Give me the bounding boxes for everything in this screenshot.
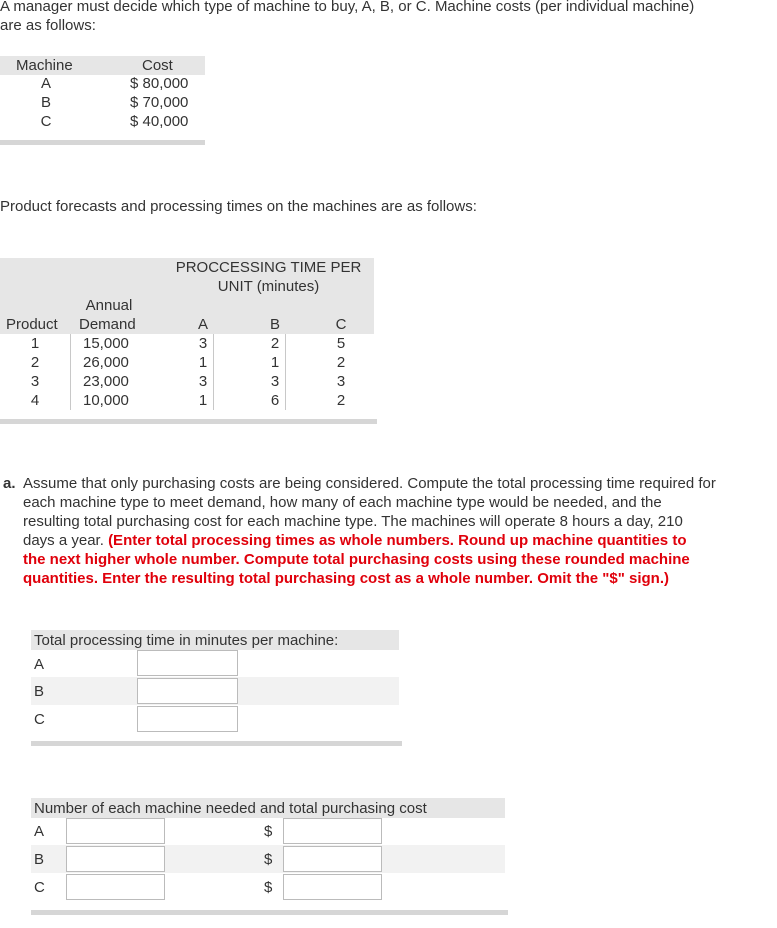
question-line-2: each machine type to meet demand, how many of each machine type would be needed, and the [23,494,662,511]
forecast-row-product: 4 [30,392,40,409]
header-demand: Demand [79,316,136,333]
processing-row-label: A [34,656,45,673]
purchase-cost-input-b[interactable] [283,846,382,872]
question-line-4 [23,531,686,550]
machine-quantity-input-c[interactable] [66,874,165,900]
processing-time-input-a[interactable] [137,650,238,676]
machine-quantity-input-b[interactable] [66,846,165,872]
annual-label: Annual [85,297,133,314]
forecast-row-demand: 23,000 [83,373,129,390]
cost-row-machine: B [40,94,51,111]
cost-table-header-machine: Machine [16,57,73,74]
purchase-row-label: A [34,823,45,840]
header-machine-c: C [335,316,347,333]
forecast-row-product: 1 [30,335,40,352]
cost-row-value: $ 80,000 [130,75,189,92]
processing-form-bottom-bar [31,741,402,746]
forecast-row-time-c: 2 [336,354,346,371]
purchase-row-label: B [34,851,45,868]
purchase-row-label: C [34,879,45,896]
forecast-row-demand: 26,000 [83,354,129,371]
header-product: Product [6,316,58,333]
header-machine-b: B [269,316,280,333]
dollar-sign: $ [264,879,273,896]
cost-row-machine: C [40,113,52,130]
processing-time-input-c[interactable] [137,706,238,732]
forecast-intro: Product forecasts and processing times on the machines are as follows: [0,198,477,215]
intro-line-1: A manager must decide which type of machine to buy, A, B, or C. Machine costs (per individual machine) [0,0,695,15]
question-line-3: resulting total purchasing cost for each machine type. The machines will operate 8 hours a day, 210 [23,513,683,530]
forecast-row-product: 3 [30,373,40,390]
processing-row-label: B [34,683,45,700]
forecast-row-time-b: 2 [270,335,280,352]
machine-quantity-input-a[interactable] [66,818,165,844]
forecast-row-time-c: 5 [336,335,346,352]
column-divider [213,334,214,410]
forecast-row-time-a: 3 [198,335,208,352]
question-instruction-red-2: the next higher whole number. Compute total purchasing costs using these rounded machine [23,551,690,568]
processing-time-header: PROCCESSING TIME PER [175,259,362,276]
cost-table-header-cost: Cost [142,57,173,74]
purchase-form-title: Number of each machine needed and total purchasing cost [34,800,427,817]
forecast-row-time-a: 3 [198,373,208,390]
cost-row-value: $ 40,000 [130,113,189,130]
processing-time-input-b[interactable] [137,678,238,704]
dollar-sign: $ [264,823,273,840]
forecast-row-time-c: 3 [336,373,346,390]
question-instruction-red-3: quantities. Enter the resulting total purchasing cost as a whole number. Omit the "$" sign.) [23,570,669,587]
forecast-row-demand: 15,000 [83,335,129,352]
forecast-row-time-b: 1 [270,354,280,371]
forecast-row-time-b: 6 [270,392,280,409]
column-divider [285,334,286,410]
cost-row-value: $ 70,000 [130,94,189,111]
forecast-table-bottom-bar [0,419,377,424]
forecast-row-product: 2 [30,354,40,371]
forecast-row-time-b: 3 [270,373,280,390]
forecast-row-time-c: 2 [336,392,346,409]
question-line-4-plain: days a year. [23,532,109,549]
question-instruction-red: (Enter total processing times as whole numbers. Round up machine quantities to [108,532,687,549]
column-divider [70,334,71,410]
intro-line-2: are as follows: [0,17,96,34]
forecast-row-time-a: 1 [198,354,208,371]
processing-row-label: C [34,711,45,728]
cost-table-bottom-bar [0,140,205,145]
purchase-form-bottom-bar [31,910,508,915]
question-line-1: Assume that only purchasing costs are being considered. Compute the total processing time required for [23,475,716,492]
forecast-row-time-a: 1 [198,392,208,409]
purchase-cost-input-c[interactable] [283,874,382,900]
processing-time-header-unit: UNIT (minutes) [217,278,320,295]
question-label: a. [3,475,16,492]
cost-row-machine: A [40,75,51,92]
processing-form-title: Total processing time in minutes per machine: [34,632,339,649]
forecast-row-demand: 10,000 [83,392,129,409]
purchase-cost-input-a[interactable] [283,818,382,844]
header-machine-a: A [197,316,208,333]
dollar-sign: $ [264,851,273,868]
